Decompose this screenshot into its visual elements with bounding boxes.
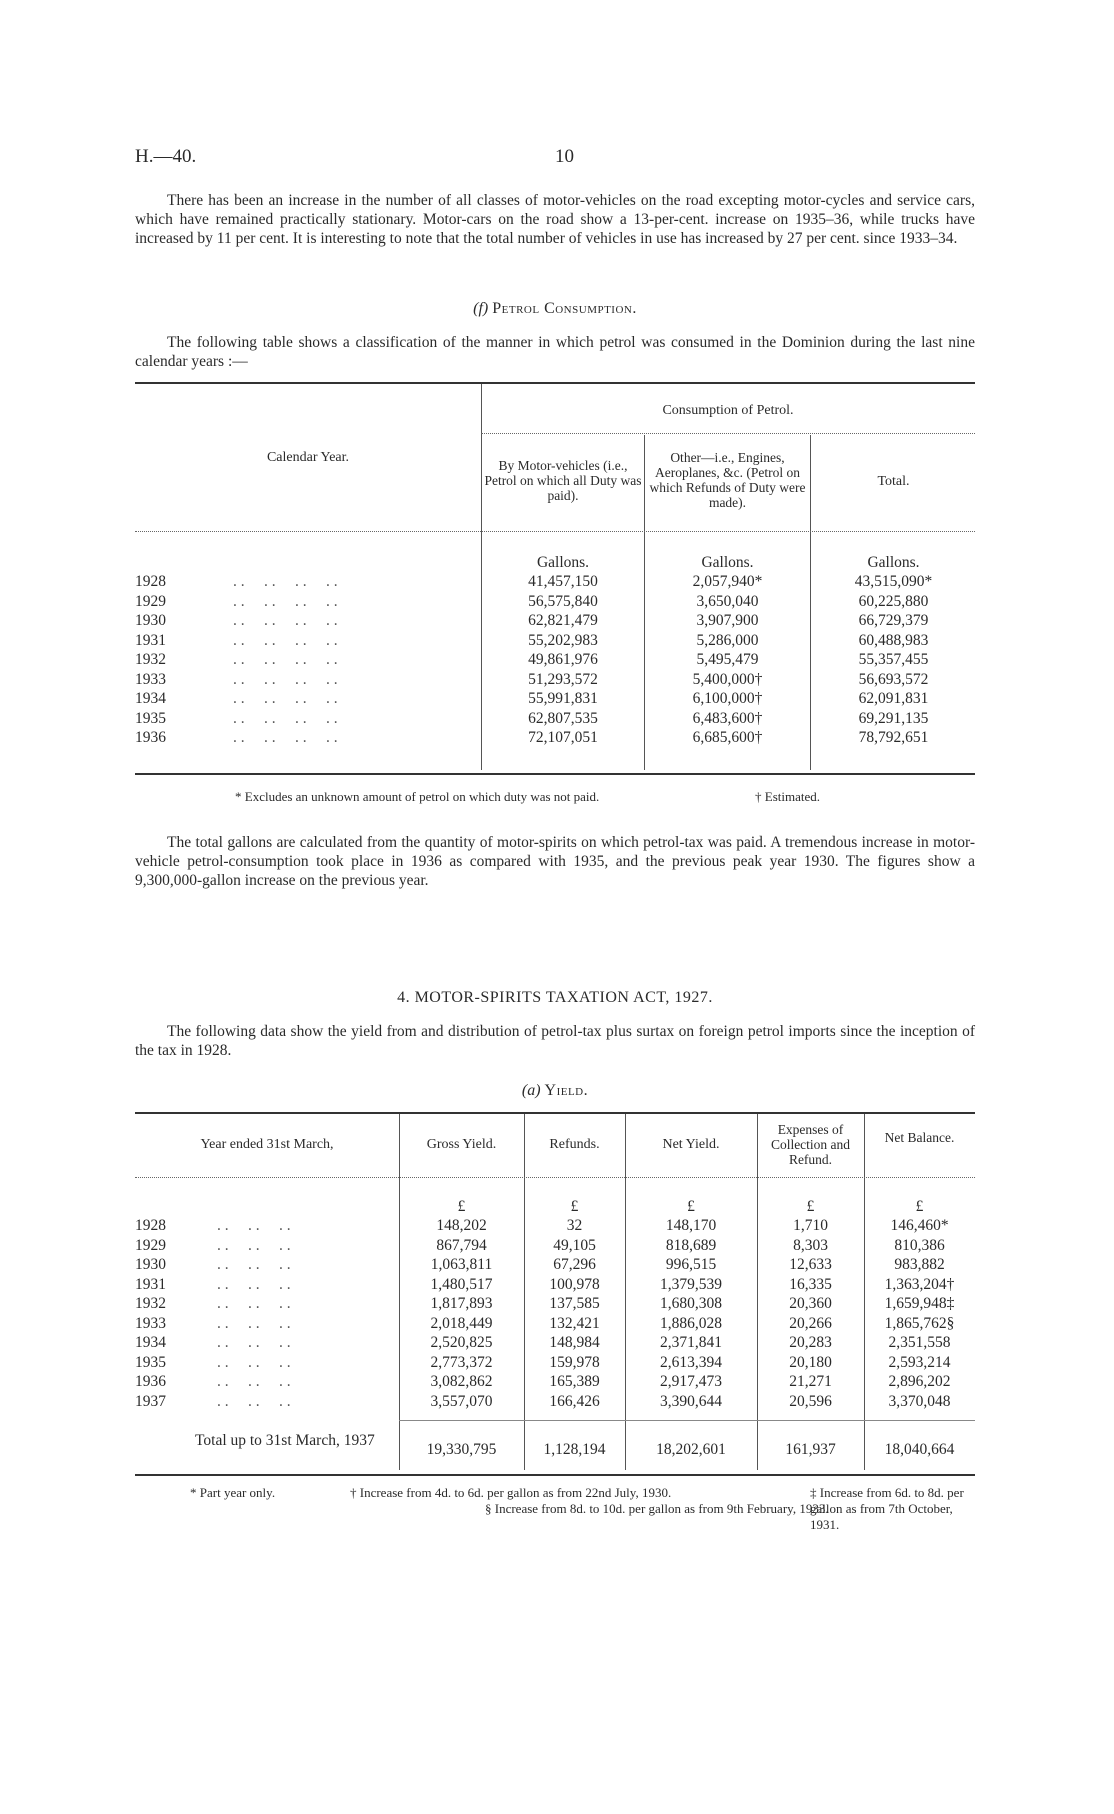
petrol-motor: 62,821,479 — [528, 612, 598, 629]
petrol-unit-other: Gallons. — [701, 554, 754, 571]
petrol-col-motor: By Motor-vehicles (i.e., Petrol on which all Duty was paid). — [484, 458, 642, 503]
yield-expenses: 20,360 — [789, 1295, 832, 1312]
yield-year: 1934 — [135, 1334, 166, 1351]
yield-unit-refunds: £ — [570, 1198, 579, 1215]
yield-net: 2,613,394 — [660, 1353, 722, 1371]
petrol-other: 5,286,000 — [696, 631, 759, 649]
petrol-total: 60,488,983 — [858, 631, 929, 649]
yield-expenses: 20,283 — [789, 1334, 832, 1351]
yield-col-net: Net Yield. — [662, 1137, 720, 1152]
yield-gross: 3,557,070 — [430, 1392, 493, 1410]
yield-net: 3,390,644 — [660, 1392, 722, 1410]
petrol-year: 1931 — [135, 631, 166, 649]
petrol-motor: 62,807,535 — [528, 709, 598, 727]
yield-net: 1,379,539 — [660, 1275, 722, 1293]
petrol-heading-text: Petrol Consumption. — [492, 300, 637, 317]
petrol-total: 55,357,455 — [858, 651, 929, 668]
leader-dots: . . . . . . — [217, 1275, 291, 1293]
yield-net: 1,886,028 — [660, 1314, 722, 1332]
yield-balance: 1,659,948‡ — [884, 1295, 955, 1312]
yield-refunds: 159,978 — [549, 1353, 600, 1371]
petrol-other: 6,685,600† — [692, 729, 763, 746]
petrol-other: 6,100,000† — [692, 690, 763, 707]
yield-refunds: 137,585 — [549, 1295, 600, 1312]
petrol-year: 1933 — [135, 670, 166, 688]
yield-col-refunds: Refunds. — [549, 1137, 600, 1152]
page-number: 10 — [555, 146, 574, 167]
yield-gross: 2,018,449 — [430, 1314, 493, 1332]
yield-total-balance: 18,040,664 — [884, 1441, 955, 1458]
yield-year: 1936 — [135, 1373, 166, 1390]
table-row — [135, 728, 975, 748]
yield-col-expenses: Expenses of Collection and Refund. — [770, 1122, 851, 1167]
leader-dots: . . . . . . . . — [233, 729, 338, 746]
petrol-year: 1934 — [135, 690, 166, 707]
petrol-year: 1929 — [135, 592, 166, 610]
leader-dots: . . . . . . . . — [233, 631, 338, 649]
yield-year: 1929 — [135, 1236, 166, 1254]
petrol-total: 56,693,572 — [858, 670, 929, 688]
table-row — [135, 1236, 975, 1256]
table-row — [135, 1275, 975, 1295]
yield-balance: 1,865,762§ — [884, 1314, 955, 1332]
leader-dots: . . . . . . . . — [233, 670, 338, 688]
yield-balance: 146,460* — [890, 1217, 949, 1234]
table-row — [135, 611, 975, 631]
yield-unit-gross: £ — [457, 1198, 466, 1215]
table-row — [135, 592, 975, 612]
yield-balance: 810,386 — [894, 1236, 945, 1254]
table-row — [135, 1392, 975, 1412]
yield-year: 1930 — [135, 1256, 166, 1273]
yield-total-expenses: 161,937 — [785, 1441, 836, 1458]
yield-gross: 1,063,811 — [430, 1256, 493, 1273]
table-row — [135, 631, 975, 651]
yield-year: 1935 — [135, 1353, 166, 1371]
petrol-year: 1930 — [135, 612, 166, 629]
petrol-motor: 55,991,831 — [528, 690, 598, 707]
yield-year: 1932 — [135, 1295, 166, 1312]
yield-refunds: 132,421 — [549, 1314, 600, 1332]
yield-gross: 867,794 — [436, 1236, 487, 1254]
yield-gross: 1,817,893 — [430, 1295, 493, 1312]
intro-paragraph: There has been an increase in the number of all classes of motor-vehicles on the road excepting motor-cycles and service cars, which have remained practically stationary. Motor-cars on the road show a 13-per-cent. increase on 1935–36, while trucks have increased by 11 per cent. It is interesting to note that the total number of vehicles in use has increased by 27 per cent. since 1933–34. — [135, 192, 975, 247]
yield-gross: 3,082,862 — [430, 1373, 493, 1390]
petrol-total: 43,515,090* — [854, 573, 933, 590]
petrol-total: 60,225,880 — [858, 592, 929, 610]
petrol-total: 69,291,135 — [858, 709, 929, 727]
yield-expenses: 1,710 — [793, 1217, 828, 1234]
yield-expenses: 16,335 — [789, 1275, 832, 1293]
table-row — [135, 1294, 975, 1314]
yield-year: 1937 — [135, 1392, 166, 1410]
yield-balance: 1,363,204† — [884, 1275, 955, 1293]
petrol-year: 1932 — [135, 651, 166, 668]
petrol-intro: The following table shows a classification of the manner in which petrol was consumed in the Dominion during the last nine calendar years :— — [135, 334, 975, 370]
leader-dots: . . . . . . — [217, 1353, 291, 1371]
table-row — [135, 1353, 975, 1373]
yield-unit-balance: £ — [915, 1198, 924, 1215]
yield-net: 818,689 — [665, 1236, 717, 1254]
table-row — [135, 1255, 975, 1275]
petrol-year: 1935 — [135, 709, 166, 727]
yield-total-gross: 19,330,795 — [426, 1441, 497, 1458]
yield-footnote-4: § Increase from 8d. to 10d. per gallon as from 9th February, 1933. — [485, 1501, 829, 1516]
yield-unit-net: £ — [687, 1198, 695, 1215]
table-row — [135, 1333, 975, 1353]
petrol-other: 3,650,040 — [696, 592, 759, 610]
petrol-year: 1936 — [135, 729, 166, 746]
petrol-heading — [135, 300, 975, 318]
yield-col-gross: Gross Yield. — [426, 1137, 497, 1152]
yield-col-year: Year ended 31st March, — [200, 1137, 334, 1152]
petrol-other: 5,495,479 — [696, 651, 759, 668]
petrol-footnote-2: † Estimated. — [755, 789, 820, 804]
yield-year: 1933 — [135, 1314, 166, 1332]
petrol-heading-prefix: (f) — [473, 300, 489, 317]
leader-dots: . . . . . . — [217, 1373, 291, 1390]
yield-heading-text: Yield. — [544, 1082, 589, 1099]
leader-dots: . . . . . . — [217, 1236, 291, 1254]
leader-dots: . . . . . . — [217, 1314, 291, 1332]
yield-net: 2,917,473 — [660, 1373, 722, 1390]
yield-col-balance: Net Balance. — [884, 1130, 955, 1145]
yield-net: 2,371,841 — [660, 1334, 722, 1351]
leader-dots: . . . . . . . . — [233, 651, 338, 668]
leader-dots: . . . . . . . . — [233, 612, 338, 629]
yield-balance: 3,370,048 — [888, 1392, 951, 1410]
yield-expenses: 20,180 — [789, 1353, 832, 1371]
leader-dots: . . . . . . . . — [233, 573, 338, 590]
yield-gross: 2,773,372 — [430, 1353, 493, 1371]
yield-expenses: 20,596 — [789, 1392, 832, 1410]
petrol-col-group: Consumption of Petrol. — [662, 403, 794, 418]
yield-refunds: 100,978 — [549, 1275, 600, 1293]
petrol-unit-motor: Gallons. — [536, 554, 590, 571]
leader-dots: . . . . . . — [217, 1217, 291, 1234]
petrol-footnote-1: * Excludes an unknown amount of petrol on which duty was not paid. — [235, 789, 600, 804]
yield-unit-expenses: £ — [806, 1198, 815, 1215]
leader-dots: . . . . . . — [217, 1295, 291, 1312]
yield-balance: 983,882 — [894, 1256, 945, 1273]
petrol-col-total: Total. — [877, 474, 910, 489]
yield-refunds: 166,426 — [549, 1392, 600, 1410]
taxation-heading: 4. MOTOR-SPIRITS TAXATION ACT, 1927. — [397, 989, 713, 1006]
leader-dots: . . . . . . — [217, 1334, 291, 1351]
yield-total-net: 18,202,601 — [656, 1441, 726, 1458]
petrol-motor: 56,575,840 — [528, 592, 598, 610]
petrol-other: 6,483,600† — [692, 709, 763, 727]
yield-balance: 2,351,558 — [888, 1334, 951, 1351]
yield-footnote-1: * Part year only. — [190, 1485, 276, 1500]
petrol-unit-total: Gallons. — [867, 554, 920, 571]
table-row — [135, 1314, 975, 1334]
yield-balance: 2,896,202 — [888, 1373, 951, 1390]
petrol-total: 62,091,831 — [858, 690, 929, 707]
petrol-motor: 51,293,572 — [528, 670, 598, 688]
yield-year: 1931 — [135, 1275, 166, 1293]
petrol-motor: 72,107,051 — [528, 729, 598, 746]
petrol-other: 2,057,940* — [692, 573, 763, 590]
yield-year: 1928 — [135, 1217, 166, 1234]
table-row — [135, 689, 975, 709]
yield-gross: 1,480,517 — [430, 1275, 493, 1293]
yield-refunds: 32 — [566, 1217, 583, 1234]
petrol-motor: 55,202,983 — [528, 631, 598, 649]
leader-dots: . . . . . . . . — [233, 709, 338, 727]
table-row — [135, 650, 975, 670]
yield-net: 996,515 — [665, 1256, 717, 1273]
page-ref: H.—40. — [135, 146, 197, 167]
yield-expenses: 21,271 — [789, 1373, 832, 1390]
yield-gross: 148,202 — [436, 1217, 487, 1234]
leader-dots: . . . . . . . . — [233, 690, 338, 707]
yield-expenses: 12,633 — [789, 1256, 832, 1273]
yield-refunds: 165,389 — [549, 1373, 600, 1390]
petrol-motor: 41,457,150 — [528, 573, 598, 590]
petrol-col-year: Calendar Year. — [266, 450, 350, 465]
petrol-after-paragraph: The total gallons are calculated from the quantity of motor-spirits on which petrol-tax was paid. A tremendous increase in motor-vehicle petrol-consumption took place in 1936 as compared with 1935, and the previous peak year 1930. The figures show a 9,300,000-gallon increase on the previous year. — [135, 834, 975, 889]
table-row — [135, 670, 975, 690]
yield-expenses: 8,303 — [793, 1236, 828, 1254]
yield-net: 148,170 — [665, 1217, 717, 1234]
yield-gross: 2,520,825 — [430, 1334, 493, 1351]
leader-dots: . . . . . . . . — [233, 592, 338, 610]
petrol-motor: 49,861,976 — [528, 651, 598, 668]
petrol-total: 78,792,651 — [858, 729, 929, 746]
yield-net: 1,680,308 — [660, 1295, 722, 1312]
yield-heading — [135, 1082, 975, 1100]
petrol-total: 66,729,379 — [858, 612, 929, 629]
yield-total-refunds: 1,128,194 — [543, 1441, 606, 1458]
taxation-intro: The following data show the yield from and distribution of petrol-tax plus surtax on foreign petrol imports since the inception of the tax in 1928. — [135, 1023, 975, 1059]
table-row — [135, 572, 975, 592]
yield-refunds: 67,296 — [553, 1256, 596, 1273]
petrol-other: 3,907,900 — [696, 612, 759, 629]
leader-dots: . . . . . . — [217, 1392, 291, 1410]
yield-footnote-3: ‡ Increase from 6d. to 8d. per gallon as from 7th October, 1931. — [810, 1485, 964, 1532]
leader-dots: . . . . . . — [217, 1256, 291, 1273]
yield-refunds: 148,984 — [549, 1334, 600, 1351]
yield-total-label: Total up to 31st March, 1937 — [195, 1432, 375, 1449]
petrol-other: 5,400,000† — [692, 670, 763, 688]
table-row — [135, 1216, 975, 1236]
yield-footnote-2: † Increase from 4d. to 6d. per gallon as from 22nd July, 1930. — [350, 1485, 672, 1500]
yield-balance: 2,593,214 — [888, 1353, 951, 1371]
petrol-year: 1928 — [135, 573, 166, 590]
petrol-col-other: Other—i.e., Engines, Aeroplanes, &c. (Petrol on which Refunds of Duty were made). — [649, 450, 806, 510]
table-row — [135, 709, 975, 729]
table-row — [135, 1372, 975, 1392]
yield-refunds: 49,105 — [553, 1236, 596, 1254]
yield-heading-prefix: (a) — [521, 1082, 541, 1099]
yield-expenses: 20,266 — [789, 1314, 832, 1332]
